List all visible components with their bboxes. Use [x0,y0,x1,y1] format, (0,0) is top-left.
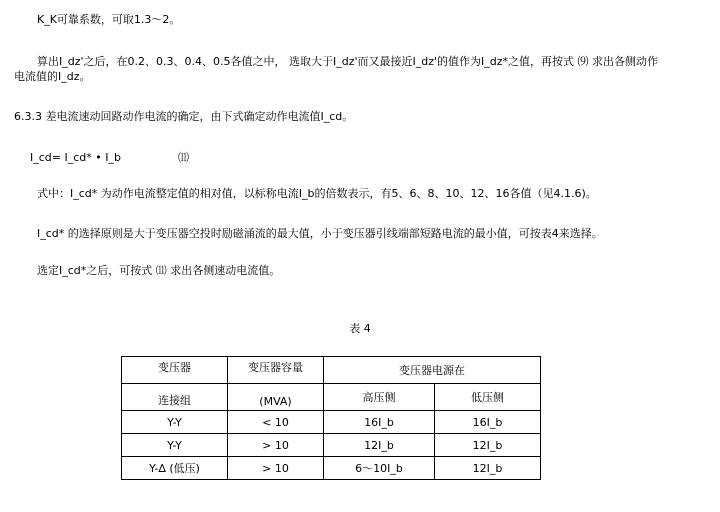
table-cell: 12I_b [435,457,541,480]
table-row [122,434,541,457]
formula-number: ⑾ [178,151,189,164]
table-cell: 6～10I_b [324,457,435,480]
text-line-principle: I_cd* 的选择原则是大于变压器空投时励磁涌流的最大值，小于变压器引线端部短路电流的最小值，可按表4来选择。 [37,227,603,240]
table-cell: 12I_b [324,434,435,457]
table-cell: 16I_b [435,411,541,434]
table-cell: > 10 [228,434,324,457]
text-line-idz-continued: 电流值的I_dz。 [14,70,91,83]
text-line-definition: 式中：I_cd* 为动作电流整定值的相对值，以标称电流I_b的倍数表示，有5、6、8、10、12、16各值（见4.1.6)。 [37,187,597,200]
table-4 [121,356,541,480]
table-row [122,457,541,480]
text-line-idz-selection: 算出I_dz'之后，在0.2、0.3、0.4、0.5各值之中， 选取大于I_dz'而又最接近I_dz'的值作为I_dz*之值，再按式 ⑼ 求出各侧动作 [37,55,659,68]
table-header-row-1 [122,357,541,384]
table-cell: < 10 [228,411,324,434]
text-line-kk: K_K可靠系数，可取1.3～2。 [37,13,181,26]
table-header-row-2 [122,384,541,411]
header-cell: (MVA) [228,384,324,411]
header-cell: 变压器 [122,357,228,384]
table-cell: 12I_b [435,434,541,457]
header-cell: 低压侧 [435,384,541,411]
text-line-after-selection: 选定I_cd*之后，可按式 ⑾ 求出各侧速动电流值。 [37,264,281,277]
table-cell: > 10 [228,457,324,480]
table-cell: Y-Y [122,434,228,457]
header-cell: 变压器容量 [228,357,324,384]
formula-icd: I_cd= I_cd* • I_b [30,151,121,164]
table-cell: Y-Y [122,411,228,434]
header-cell: 高压侧 [324,384,435,411]
table-cell: 16I_b [324,411,435,434]
table-caption: 表 4 [349,322,371,335]
table-cell: Y-∆ (低压) [122,457,228,480]
header-cell: 连接组 [122,384,228,411]
table-row [122,411,541,434]
section-heading-6-3-3: 6.3.3 差电流速动回路动作电流的确定，由下式确定动作电流值I_cd。 [14,110,354,123]
header-cell: 变压器电源在 [324,357,541,384]
